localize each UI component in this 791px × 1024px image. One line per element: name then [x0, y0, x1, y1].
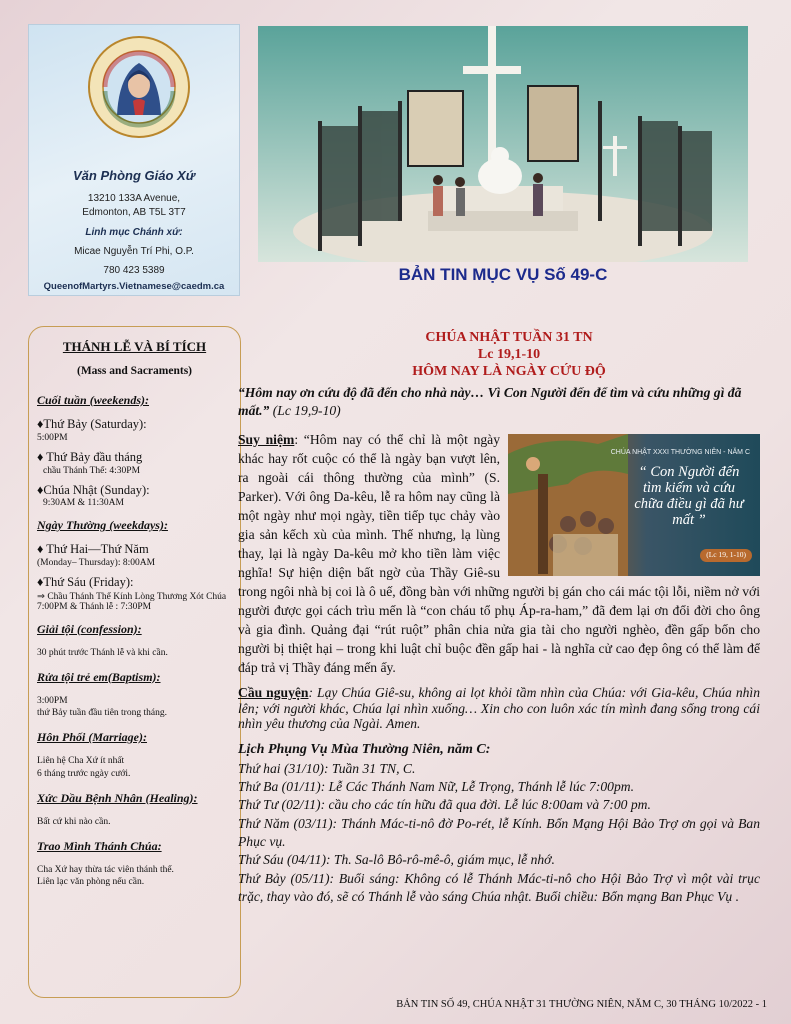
- weekday-item-title: ♦Thứ Sáu (Friday):: [37, 575, 134, 589]
- confession-text: 30 phút trước Thánh lễ và khi cần.: [37, 647, 168, 658]
- main-content: [238, 330, 760, 906]
- parish-seal-logo: [87, 35, 191, 139]
- weekend-item-title: ♦Thứ Bảy (Saturday):: [37, 417, 147, 431]
- church-interior-photo: [258, 26, 748, 262]
- calendar-text: : Th. Sa-lô Bô-rô-mê-ô, giám mục, lễ nhớ.: [325, 852, 555, 868]
- confession-heading: Giải tội (confession):: [37, 621, 142, 636]
- parish-email-link[interactable]: QueenofMartyrs.Vietnamese@caedm.ca: [43, 281, 225, 292]
- parish-info-box: [28, 24, 240, 296]
- healing-heading: Xức Dầu Bệnh Nhân (Healing):: [37, 790, 198, 805]
- sunday-title: CHÚA NHẬT TUẦN 31 TN: [425, 330, 593, 345]
- communion-line1: Cha Xứ hay thừa tác viên thánh thể.: [37, 864, 174, 875]
- baptism-heading: Rửa tội trẻ em(Baptism):: [37, 669, 161, 684]
- calendar-row: [238, 796, 760, 814]
- calendar-text: : Tuần 31 TN, C.: [323, 760, 416, 776]
- marriage-heading: Hôn Phối (Marriage):: [37, 730, 148, 745]
- weekday-item-time: ⇒ Chầu Thánh Thể Kính Lòng Thương Xót Chúa 7:00PM & Thánh lễ : 7:30PM: [37, 591, 227, 612]
- baptism-text: [37, 695, 232, 721]
- sidebar-title: THÁNH LỄ VÀ BÍ TÍCH: [62, 339, 207, 354]
- communion-heading: Trao Mình Thánh Chúa:: [37, 838, 162, 853]
- baptism-time: 3:00PM: [37, 695, 68, 706]
- reflection-body: : “Hôm nay có thể chỉ là một ngày khác hay rốt cuộc có thể là ngày bạn vượt lên, ra ngoài cái thông thường của mình” (S. Parker). Với ông Da-kêu, lễ ra hôm nay cũng là một ngày như mọi ngày, tiền tiếp tục chảy vào gia sản kếch xù của mình. Thế nhưng, lạ lùng thay, lại là ngày Da-kêu mở kho tiền làm việc nghĩa! Sự hiện diện bất ngờ của Thầy Giê-su trong ngôi nhà bị coi là ô uế, đồng bàn với những người bị gán cho cái mác tội lỗi, niềm nở với người được gọi cách trìu mến là “con cháu tổ phụ Áp-ra-ham,” đã đem lại ơn đổi đời cho ông và gia đình. Quảng đại “rút ruột” phân chia nửa gia tài cho người nghèo, đền gấp bốn cho người bị thiệt hại – trong khi luật chỉ buộc đền gấp hai - là nghĩa cử cao đẹp ông có thể làm để đáp trả vị Thầy đáng mến ấy.: [238, 431, 760, 676]
- liturgical-calendar-title: Lịch Phụng Vụ Mùa Thường Niên, năm C:: [238, 742, 491, 758]
- marriage-line2: 6 tháng trước ngày cưới.: [37, 769, 131, 779]
- calendar-row: [238, 778, 760, 796]
- calendar-text: : Lễ Các Thánh Nam Nữ, Lễ Trọng, Thánh lễ lúc 7:00pm.: [320, 778, 634, 794]
- communion-text: [37, 864, 232, 890]
- weekend-item-title: ♦Chúa Nhật (Sunday):: [37, 482, 150, 497]
- weekend-heading: Cuối tuần (weekends):: [37, 393, 150, 407]
- calendar-row: [238, 851, 760, 869]
- healing-text: Bất cứ khi nào cần.: [37, 816, 111, 827]
- bulletin-title: BẢN TIN MỤC VỤ Số 49-C: [398, 265, 608, 284]
- mass-schedule-sidebar: [28, 326, 241, 998]
- calendar-day: Thứ Bảy (05/11): [238, 870, 330, 886]
- sunday-heading: [258, 330, 760, 380]
- reflection-section: [238, 430, 760, 677]
- prayer-section: [238, 685, 760, 732]
- calendar-day: Thứ Sáu (04/11): [238, 852, 326, 868]
- weekend-item-time: chầu Thánh Thể: 4:30PM: [43, 465, 141, 476]
- calendar-day: Thứ Ba (01/11): [238, 778, 321, 794]
- weekday-heading: Ngày Thường (weekdays):: [37, 518, 168, 533]
- calendar-day: Thứ Tư (02/11): [238, 797, 321, 813]
- marriage-text: [37, 755, 232, 781]
- communion-line2: Liên lạc văn phòng nếu cần.: [37, 877, 145, 888]
- parish-phone: 780 423 5389: [103, 265, 165, 276]
- calendar-day: Thứ Năm (03/11): [238, 815, 333, 831]
- weekend-item-time: 9:30AM & 11:30AM: [43, 498, 124, 509]
- calendar-row: [238, 815, 760, 852]
- calendar-text: : Thánh Mác-ti-nô đờ Po-rét, lễ Kính. Bổn Mạng Hội Bảo Trợ ơn gọi và Ban Phục vụ.: [238, 815, 760, 849]
- marriage-line1: Liên hệ Cha Xứ ít nhất: [37, 756, 125, 767]
- calendar-row: [238, 870, 760, 907]
- parish-priest-label: Linh mục Chánh xứ:: [85, 227, 183, 238]
- parish-priest-name: Micae Nguyễn Trí Phi, O.P.: [74, 246, 194, 257]
- calendar-day: Thứ hai (31/10): [238, 760, 324, 776]
- sunday-theme: HÔM NAY LÀ NGÀY CỨU ĐỘ: [412, 363, 606, 379]
- illustration-caption-top: CHÚA NHẬT XXXI THƯỜNG NIÊN - NĂM C: [610, 448, 750, 456]
- sidebar-subtitle: (Mass and Sacraments): [77, 365, 192, 377]
- gospel-quote: [238, 384, 760, 419]
- gospel-quote-text: “Hôm nay ơn cứu độ đã đến cho nhà này… Vì Con Người đến để tìm và cứu những gì đã mất.”: [238, 385, 742, 419]
- reflection-label: Suy niệm: [238, 431, 295, 447]
- illustration-caption-ref: (Lc 19, 1-10): [700, 549, 752, 562]
- weekday-item-time: (Monday– Thursday): 8:00AM: [37, 558, 156, 568]
- baptism-day: thứ Bảy tuần đầu tiên trong tháng.: [37, 708, 167, 719]
- calendar-row: [238, 760, 760, 778]
- parish-address-line1: 13210 133A Avenue,: [87, 193, 181, 204]
- prayer-label: Cầu nguyện: [238, 685, 309, 701]
- calendar-text: : Buổi sáng: Không có lễ Thánh Mác-ti-nô cho Hội Bảo Trợ vì một vài trục trặc, thay vào đó, sẽ có Thánh lễ vào sáng Chúa nhật. Buổi chiều: Bổn mạng Ban Phục Vụ .: [238, 870, 760, 905]
- weekend-item-title: ♦ Thứ Bảy đầu tháng: [37, 449, 143, 464]
- weekday-item-title: ♦ Thứ Hai—Thứ Năm: [37, 542, 149, 557]
- calendar-text: : cầu cho các tín hữu đã qua đời. Lễ lúc 8:00am và 7:00 pm.: [320, 797, 651, 813]
- weekend-item-time: 5:00PM: [37, 432, 68, 443]
- prayer-text: : Lạy Chúa Giê-su, không ai lọt khỏi tầm nhìn của Chúa: với Gia-kêu, Chúa nhìn lên; với người khác, Chúa lại nhìn xuống… Xin cho con luôn xác tín mình đang sống trong cái nhìn yêu thương của Ngài. Amen.: [238, 685, 760, 732]
- gospel-quote-ref: (Lc 19,9-10): [269, 403, 341, 419]
- parish-address-line2: Edmonton, AB T5L 3T7: [82, 207, 186, 218]
- page-footer: BẢN TIN SỐ 49, CHÚA NHẬT 31 THƯỜNG NIÊN, NĂM C, 30 THÁNG 10/2022 - 1: [396, 999, 767, 1010]
- gospel-reference: Lc 19,1-10: [477, 346, 541, 362]
- parish-office-title: Văn Phòng Giáo Xứ: [73, 168, 195, 183]
- illustration-caption-quote: “ Con Người đến tìm kiếm và cứu chữa điều gì đã hư mất ”: [634, 463, 744, 529]
- gospel-illustration: [508, 434, 760, 576]
